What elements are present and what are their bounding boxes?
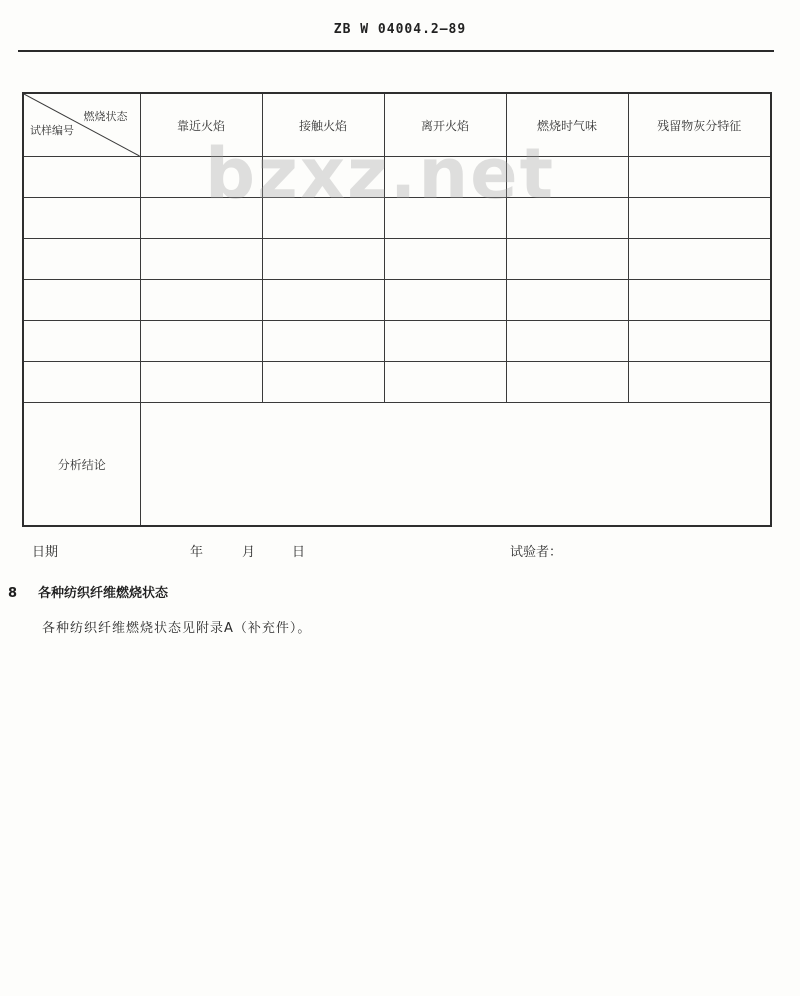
burning-state-label: 燃烧状态 xyxy=(83,110,128,123)
watermark: bzxz.net xyxy=(205,133,556,215)
section-title: 各种纺织纤维燃烧状态 xyxy=(38,586,169,601)
year-label: 年 xyxy=(190,545,204,560)
result-entry-cell[interactable] xyxy=(628,239,771,280)
result-entry-cell[interactable] xyxy=(140,362,262,403)
column-header-residue-ash: 残留物灰分特征 xyxy=(628,93,771,157)
result-entry-cell[interactable] xyxy=(262,321,384,362)
table-row xyxy=(23,198,771,239)
burning-test-record-table xyxy=(22,92,772,527)
result-entry-cell[interactable] xyxy=(384,239,506,280)
result-entry-cell[interactable] xyxy=(140,239,262,280)
result-entry-cell[interactable] xyxy=(384,280,506,321)
signature-line xyxy=(0,541,800,561)
section-body-text: 各种纺织纤维燃烧状态见附录A（补充件）。 xyxy=(42,621,312,636)
result-entry-cell[interactable] xyxy=(384,157,506,198)
column-header-contact-flame: 接触火焰 xyxy=(262,93,384,157)
table-row xyxy=(23,280,771,321)
result-entry-cell[interactable] xyxy=(262,239,384,280)
table-row xyxy=(23,362,771,403)
column-header-leave-flame: 离开火焰 xyxy=(384,93,506,157)
sample-number-cell[interactable] xyxy=(23,157,140,198)
result-entry-cell[interactable] xyxy=(628,321,771,362)
section-heading xyxy=(8,582,168,601)
column-header-burning-odor: 燃烧时气味 xyxy=(506,93,628,157)
result-entry-cell[interactable] xyxy=(262,157,384,198)
result-entry-cell[interactable] xyxy=(140,321,262,362)
section-number: 8 xyxy=(8,586,18,601)
sample-number-label: 试样编号 xyxy=(30,124,74,137)
table-row xyxy=(23,239,771,280)
result-entry-cell[interactable] xyxy=(140,198,262,239)
conclusion-label: 分析结论 xyxy=(23,403,140,527)
result-entry-cell[interactable] xyxy=(628,157,771,198)
result-entry-cell[interactable] xyxy=(384,362,506,403)
result-entry-cell[interactable] xyxy=(628,198,771,239)
result-entry-cell[interactable] xyxy=(262,362,384,403)
sample-number-cell[interactable] xyxy=(23,321,140,362)
date-label: 日期 xyxy=(32,545,59,560)
result-entry-cell[interactable] xyxy=(506,198,628,239)
result-entry-cell[interactable] xyxy=(506,157,628,198)
result-entry-cell[interactable] xyxy=(262,198,384,239)
table-row xyxy=(23,157,771,198)
result-entry-cell[interactable] xyxy=(506,321,628,362)
table-row xyxy=(23,321,771,362)
result-entry-cell[interactable] xyxy=(506,362,628,403)
result-entry-cell[interactable] xyxy=(140,280,262,321)
result-entry-cell[interactable] xyxy=(506,280,628,321)
result-entry-cell[interactable] xyxy=(140,157,262,198)
header-rule xyxy=(18,50,774,52)
result-entry-cell[interactable] xyxy=(262,280,384,321)
sample-number-cell[interactable] xyxy=(23,280,140,321)
sample-number-cell[interactable] xyxy=(23,239,140,280)
result-entry-cell[interactable] xyxy=(628,280,771,321)
result-entry-cell[interactable] xyxy=(628,362,771,403)
conclusion-row xyxy=(23,403,771,527)
result-entry-cell[interactable] xyxy=(384,321,506,362)
tester-label: 试验者： xyxy=(510,545,563,560)
diagonal-header-cell xyxy=(23,93,140,157)
result-entry-cell[interactable] xyxy=(384,198,506,239)
day-label: 日 xyxy=(292,545,306,560)
sample-number-cell[interactable] xyxy=(23,362,140,403)
column-header-near-flame: 靠近火焰 xyxy=(140,93,262,157)
sample-number-cell[interactable] xyxy=(23,198,140,239)
result-entry-cell[interactable] xyxy=(506,239,628,280)
month-label: 月 xyxy=(242,545,256,560)
conclusion-entry-cell[interactable] xyxy=(140,403,771,527)
table-header-row xyxy=(23,93,771,157)
document-code: ZB W 04004.2—89 xyxy=(333,22,467,37)
